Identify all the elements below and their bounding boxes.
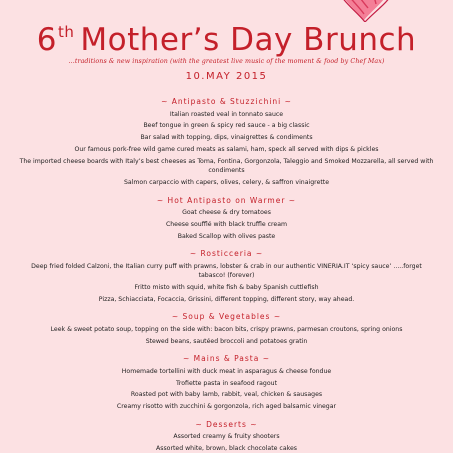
- menu-item: Assorted white, brown, black chocolate cakes: [155, 445, 298, 453]
- menu-section-mains-pasta: [0, 353, 453, 412]
- menu-item: Italian roasted veal in tonnato sauce: [169, 110, 284, 118]
- menu-section-soup-vegetables: [0, 311, 453, 346]
- menu-item: Goat cheese & dry tomatoes: [182, 209, 271, 217]
- section-title: ~ Antipasto & Stuzzichini ~: [161, 97, 292, 106]
- menu-item: Roasted pot with baby lamb, rabbit, veal, chicken & sausages: [130, 391, 323, 399]
- menu-item: Fritto misto with squid, white fish & baby Spanish cuttlefish: [134, 284, 319, 292]
- menu-item: Baked Scallop with olives paste: [177, 233, 276, 241]
- menu-item: Trofiette pasta in seafood ragout: [176, 379, 277, 387]
- menu-section-rosticceria: [0, 248, 453, 304]
- section-title: ~ Desserts ~: [195, 419, 258, 429]
- menu-section-desserts: [0, 419, 453, 453]
- menu-item: The imported cheese boards with Italy’s best cheeses as Toma, Fontina, Gorgonzola, Taleggio and Smoked Mozzarella, all served with condiments: [19, 158, 434, 175]
- menu-item: Leek & sweet potato soup, topping on the side with: bacon bits, crispy prawns, parmesan croutons, spring onions: [50, 325, 403, 333]
- menu-section-antipasto: [0, 96, 453, 188]
- event-date: 10.MAY 2015: [185, 71, 268, 82]
- menu-item: Cheese soufflé with black truffle cream: [165, 221, 288, 229]
- menu: [0, 96, 453, 453]
- section-title: ~ Hot Antipasto on Warmer ~: [156, 195, 297, 205]
- menu-item: Bar salad with topping, dips, vinaigrettes & condiments: [140, 134, 313, 142]
- title-number: 6: [36, 22, 58, 58]
- section-title: ~ Mains & Pasta ~: [183, 354, 270, 364]
- menu-item: Our famous pork-free wild game cured meats as salami, ham, speck all served with dips & pickles: [74, 146, 379, 154]
- title-suffix: th: [58, 23, 75, 41]
- menu-item: Salmon carpaccio with capers, olives, celery, & saffron vinaigrette: [123, 179, 330, 187]
- section-title: ~ Soup & Vegetables ~: [171, 312, 282, 322]
- menu-item: Deep fried folded Calzoni, the Italian curry puff with prawns, lobster & crab in our authentic VINERIA.IT ‘spicy sauce’ .....forget tabasco! (forever): [31, 262, 422, 280]
- menu-item: Pizza, Schiacciata, Focaccia, Grissini, different topping, different story, way ahead.: [98, 295, 355, 303]
- menu-section-hot-antipasto: [0, 195, 453, 242]
- menu-item: Homemade tortellini with duck meat in asparagus & cheese fondue: [121, 367, 332, 375]
- page-title: [0, 14, 453, 58]
- menu-item: Stewed beans, sautéed broccoli and potatoes gratin: [145, 337, 308, 345]
- section-title: ~ Rosticceria ~: [189, 249, 264, 259]
- menu-item: Assorted creamy & fruity shooters: [173, 433, 280, 441]
- tagline: ...traditions & new inspiration (with the greatest live music of the moment & food by Chef Max): [68, 58, 385, 65]
- title-text: Mother’s Day Brunch: [80, 22, 417, 58]
- menu-item: Creamy risotto with zucchini & gorgonzola, rich aged balsamic vinegar: [116, 403, 337, 411]
- menu-item: Beef tongue in green & spicy red sauce - a big classic: [143, 122, 310, 130]
